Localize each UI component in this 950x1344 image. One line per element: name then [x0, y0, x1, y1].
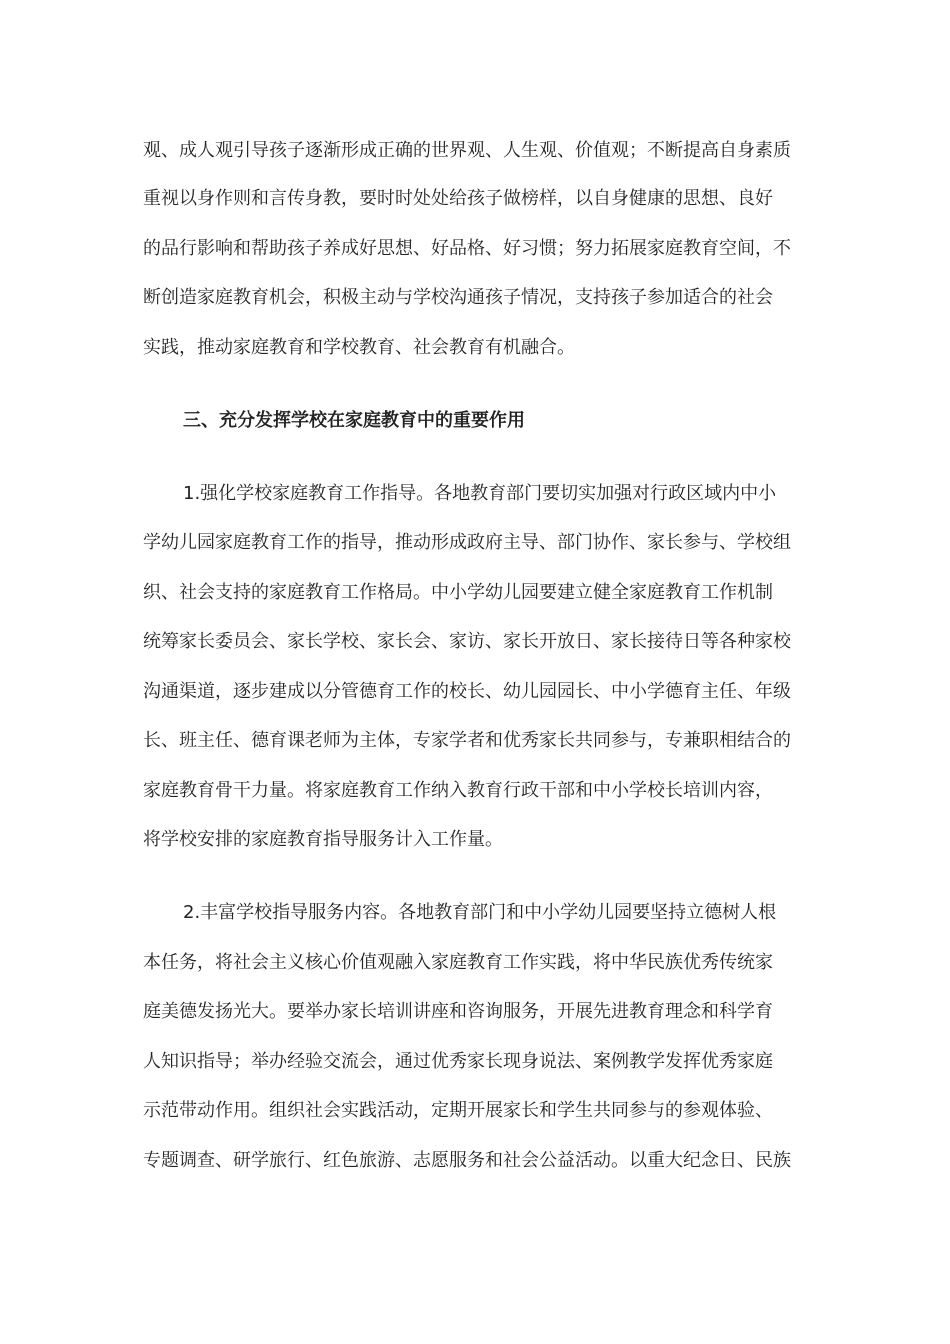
- text-line: 统筹家长委员会、家长学校、家长会、家访、家长开放日、家长接待日等各种家校: [143, 631, 791, 652]
- text-line: 1.强化学校家庭教育工作指导。各地教育部门要切实加强对行政区域内中小: [183, 483, 777, 504]
- text-line: 重视以身作则和言传身教，要时时处处给孩子做榜样，以自身健康的思想、良好: [143, 188, 773, 209]
- text-line: 本任务，将社会主义核心价值观融入家庭教育工作实践，将中华民族优秀传统家: [143, 952, 773, 973]
- section-heading: 三、充分发挥学校在家庭教育中的重要作用: [183, 410, 525, 431]
- text-line: 专题调查、研学旅行、红色旅游、志愿服务和社会公益活动。以重大纪念日、民族: [143, 1150, 791, 1171]
- text-line: 观、成人观引导孩子逐渐形成正确的世界观、人生观、价值观；不断提高自身素质: [143, 140, 791, 161]
- text-line: 示范带动作用。组织社会实践活动，定期开展家长和学生共同参与的参观体验、: [143, 1100, 773, 1121]
- text-line: 家庭教育骨干力量。将家庭教育工作纳入教育行政干部和中小学校长培训内容，: [143, 780, 773, 801]
- text-line: 将学校安排的家庭教育指导服务计入工作量。: [143, 829, 503, 850]
- text-line: 的品行影响和帮助孩子养成好思想、好品格、好习惯；努力拓展家庭教育空间，不: [143, 238, 791, 259]
- text-line: 学幼儿园家庭教育工作的指导，推动形成政府主导、部门协作、家长参与、学校组: [143, 532, 791, 553]
- text-line: 沟通渠道，逐步建成以分管德育工作的校长、幼儿园园长、中小学德育主任、年级: [143, 681, 791, 702]
- text-line: 长、班主任、德育课老师为主体，专家学者和优秀家长共同参与，专兼职相结合的: [143, 730, 791, 751]
- text-line: 实践，推动家庭教育和学校教育、社会教育有机融合。: [143, 337, 575, 358]
- text-line: 织、社会支持的家庭教育工作格局。中小学幼儿园要建立健全家庭教育工作机制: [143, 582, 773, 603]
- text-line: 断创造家庭教育机会，积极主动与学校沟通孩子情况，支持孩子参加适合的社会: [143, 287, 773, 308]
- text-line: 人知识指导；举办经验交流会，通过优秀家长现身说法、案例教学发挥优秀家庭: [143, 1051, 773, 1072]
- text-line: 2.丰富学校指导服务内容。各地教育部门和中小学幼儿园要坚持立德树人根: [183, 902, 777, 923]
- text-line: 庭美德发扬光大。要举办家长培训讲座和咨询服务，开展先进教育理念和科学育: [143, 1001, 773, 1022]
